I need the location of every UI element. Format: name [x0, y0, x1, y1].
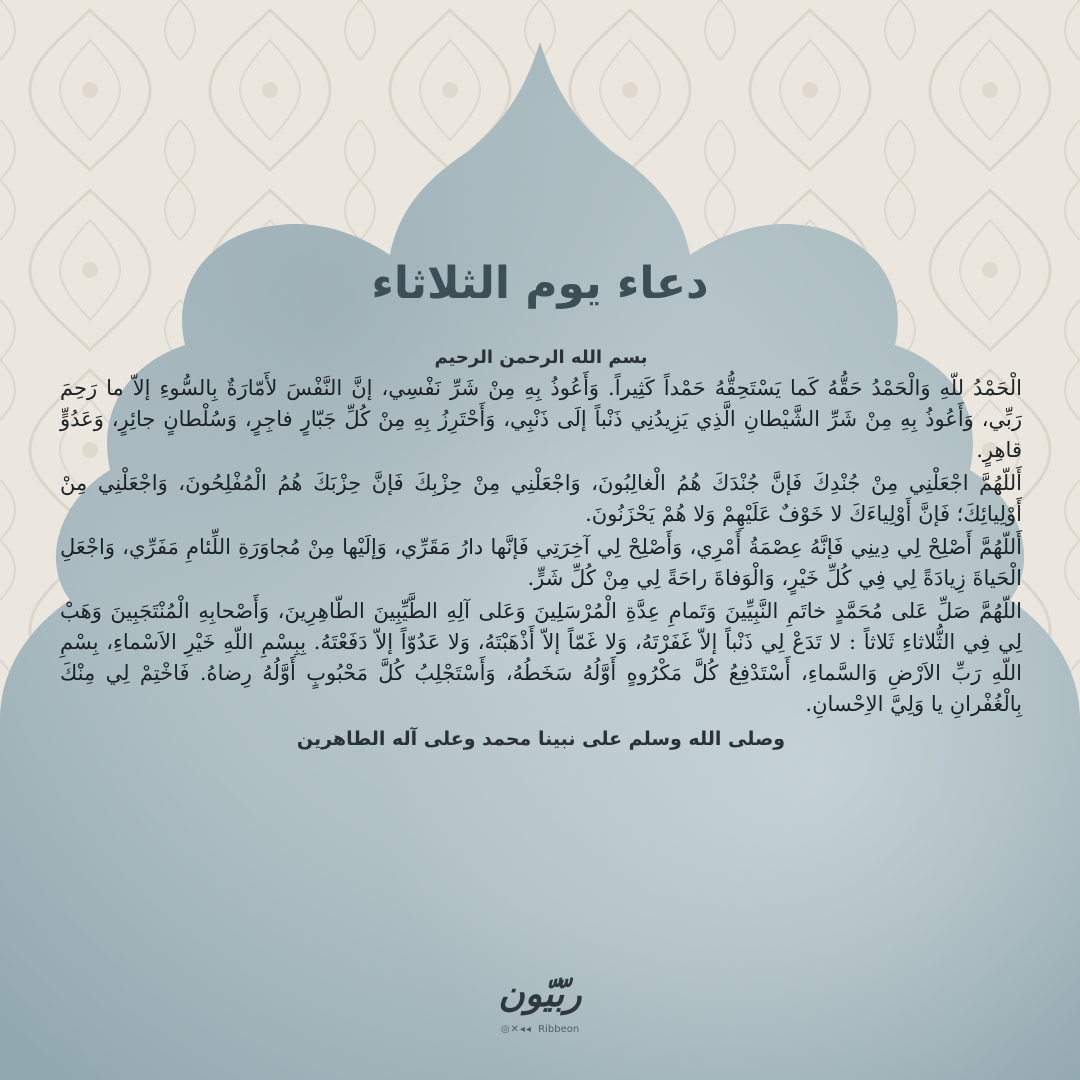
social-handle — [480, 1023, 600, 1037]
dua-paragraph: الْحَمْدُ للّهِ وَالْحَمْدُ حَقُّهُ كَما يَسْتَحِقُّهُ حَمْداً كَثِيراً. وَأَعُوذُ بِهِ مِنْ شَرِّ نَفْسِي، إنَّ النَّفْسَ لأَمّارَةٌ بِالسُّوءِ إلاّ ما رَحِمَ رَبِّي، وَأَعُوذُ بِهِ مِنْ شَرِّ الشَّيْطانِ الَّذِي يَزِيدُنِي ذَنْباً إلَى ذَنْبِي، وَأَحْتَرِزُ بِهِ مِنْ كُلِّ جَبّارٍ فاجِرٍ، وَسُلْطانٍ جائِرٍ، وَعَدُوٍّ قاهِرٍ. — [60, 376, 1022, 462]
handle-text: Ribbeon — [538, 1024, 580, 1035]
closing-salutation: وصلى الله وسلم على نبينا محمد وعلى آله الطاهرين — [296, 728, 786, 750]
social-icons: ◎✕◂◂ — [500, 1024, 532, 1035]
dua-paragraph: أَللّهُمَّ اجْعَلْنِي مِنْ جُنْدِكَ فَإنَّ جُنْدَكَ هُمُ الْغالِبُونَ، وَاجْعَلْنِي مِنْ حِزْبِكَ فَإنَّ حِزْبَكَ هُمُ الْمُفْلِحُونَ، وَاجْعَلْنِي مِنْ أَوْلِيائِكَ؛ فَإنَّ أَوْلِياءَكَ لا خَوْفٌ عَلَيْهِمْ وَلا هُمْ يَحْزَنُونَ. — [60, 471, 1022, 526]
logo-wordmark: ربّيّون — [498, 973, 582, 1015]
dua-paragraph: اللّهُمَّ صَلِّ عَلى مُحَمَّدٍ خاتَمِ النَّبِيِّينَ وَتَمامِ عِدَّةِ الْمُرْسَلِينَ وَعَلى آلِهِ الطَّيِّبِينَ الطّاهِرِينَ، وَأَصْحابِهِ الْمُنْتَجَبِينَ وَهَبْ لِي فِي الثُّلاثاءِ ثَلاثاً : لا تَدَعْ لِي ذَنْباً إلاّ غَفَرْتَهُ، وَلا غَمّاً إلاّ أَذْهَبْتَهُ، وَلا عَدُوّاً إلاّ دَفَعْتَهُ. بِبِسْمِ اللّهِ خَيْرِ الاَسْماءِ، بِسْمِ اللّهِ رَبِّ الاَرْضِ وَالسَّماءِ، أَسْتَدْفِعُ كُلَّ مَكْرُوهٍ أَوَّلُهُ سَخَطُهُ، وَأَسْتَجْلِبُ كُلَّ مَحْبُوبٍ أَوَّلُهُ رِضاهُ. فَاخْتِمْ لِي مِنْكَ بِالْغُفْرانِ يا وَلِيَّ الاِحْسانِ. — [60, 599, 1022, 716]
basmala: بسم الله الرحمن الرحيم — [434, 347, 648, 368]
page-title: دعاء يوم الثلاثاء — [371, 258, 709, 309]
dua-body — [60, 345, 1022, 754]
dua-paragraph: أَللّهُمَّ أَصْلِحْ لِي دِينِي فَإنَّهُ عِصْمَةُ أَمْرِي، وَأَصْلِحْ لِي آخِرَتِي فَإنَّها دارُ مَقَرِّي، وَإلَيْها مِنْ مُجاوَرَةِ اللِّئامِ مَفَرِّي، وَاجْعَلِ الْحَياةَ زِيادَةً لِي فِي كُلِّ خَيْرٍ، وَالْوَفاةَ راحَةً لِي مِنْ كُلِّ شَرٍّ. — [60, 535, 1022, 590]
brand-logo — [480, 965, 600, 1055]
